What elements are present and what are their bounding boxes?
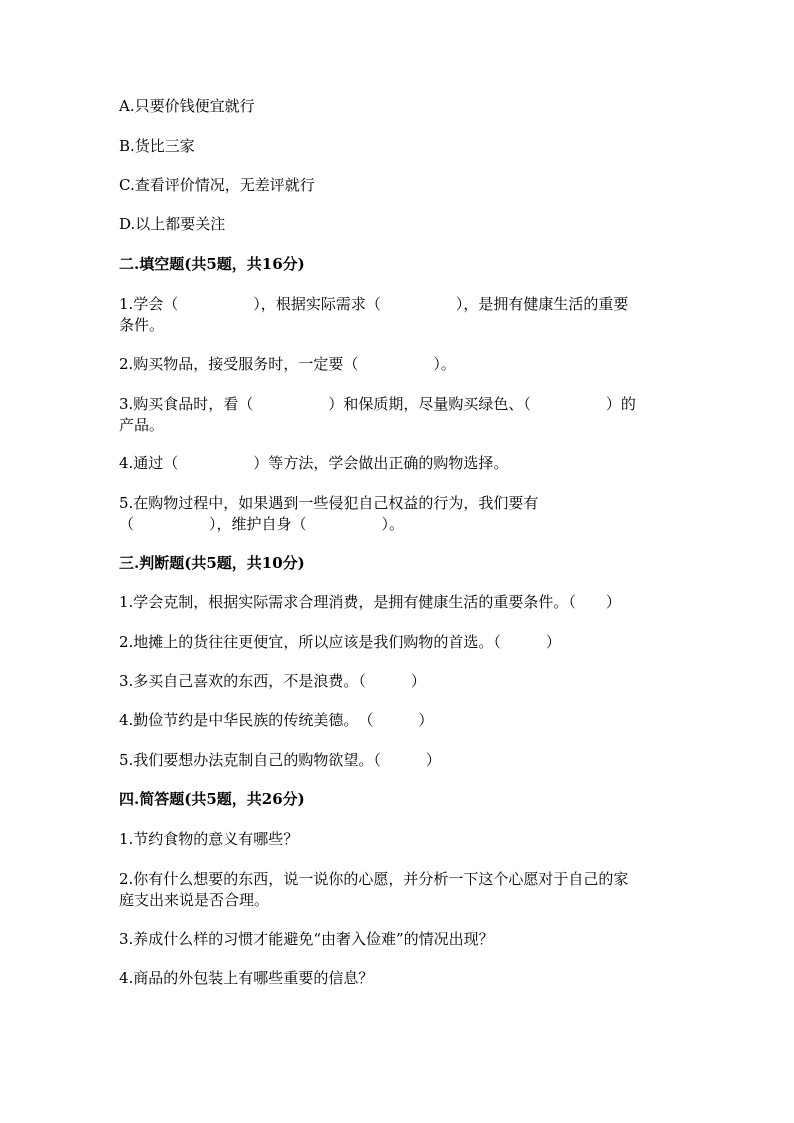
true-false-q1: 1.学会克制，根据实际需求合理消费，是拥有健康生活的重要条件。（ ） bbox=[119, 593, 621, 611]
section-heading-true-false: 三.判断题(共5题，共10分) bbox=[119, 554, 305, 572]
choice-b: B.货比三家 bbox=[119, 137, 195, 155]
fill-blank-q5-line1: 5.在购物过程中，如果遇到一些侵犯自己权益的行为，我们要有 bbox=[119, 494, 539, 512]
true-false-q3: 3.多买自己喜欢的东西，不是浪费。（ ） bbox=[119, 672, 426, 690]
fill-blank-q1-line2: 条件。 bbox=[119, 316, 165, 334]
choice-c: C.查看评价情况，无差评就行 bbox=[119, 176, 315, 194]
short-answer-q3: 3.养成什么样的习惯才能避免“由奢入俭难”的情况出现？ bbox=[119, 930, 494, 948]
choice-a: A.只要价钱便宜就行 bbox=[119, 97, 255, 115]
choice-d: D.以上都要关注 bbox=[119, 215, 226, 233]
section-heading-short-answer: 四.简答题(共5题，共26分) bbox=[119, 790, 305, 808]
short-answer-q1: 1.节约食物的意义有哪些？ bbox=[119, 830, 299, 848]
true-false-q2: 2.地摊上的货往往更便宜，所以应该是我们购物的首选。（ ） bbox=[119, 633, 561, 651]
fill-blank-q1-line1: 1.学会（ ），根据实际需求（ ），是拥有健康生活的重要 bbox=[119, 295, 629, 313]
short-answer-q2-line2: 庭支出来说是否合理。 bbox=[119, 891, 270, 909]
fill-blank-q3-line2: 产品。 bbox=[119, 416, 165, 434]
fill-blank-q5-line2: （ ），维护自身（ ）。 bbox=[119, 515, 405, 533]
fill-blank-q3-line1: 3.购买食品时，看（ ）和保质期，尽量购买绿色、（ ）的 bbox=[119, 395, 636, 413]
section-heading-fill-blank: 二.填空题(共5题，共16分) bbox=[119, 255, 305, 273]
fill-blank-q4: 4.通过（ ）等方法，学会做出正确的购物选择。 bbox=[119, 454, 509, 472]
true-false-q5: 5.我们要想办法克制自己的购物欲望。（ ） bbox=[119, 751, 441, 769]
true-false-q4: 4.勤俭节约是中华民族的传统美德。 （ ） bbox=[119, 711, 434, 729]
short-answer-q2-line1: 2.你有什么想要的东西，说一说你的心愿，并分析一下这个心愿对于自己的家 bbox=[119, 870, 629, 888]
short-answer-q4: 4.商品的外包装上有哪些重要的信息？ bbox=[119, 969, 374, 987]
fill-blank-q2: 2.购买物品，接受服务时，一定要（ ）。 bbox=[119, 355, 456, 373]
